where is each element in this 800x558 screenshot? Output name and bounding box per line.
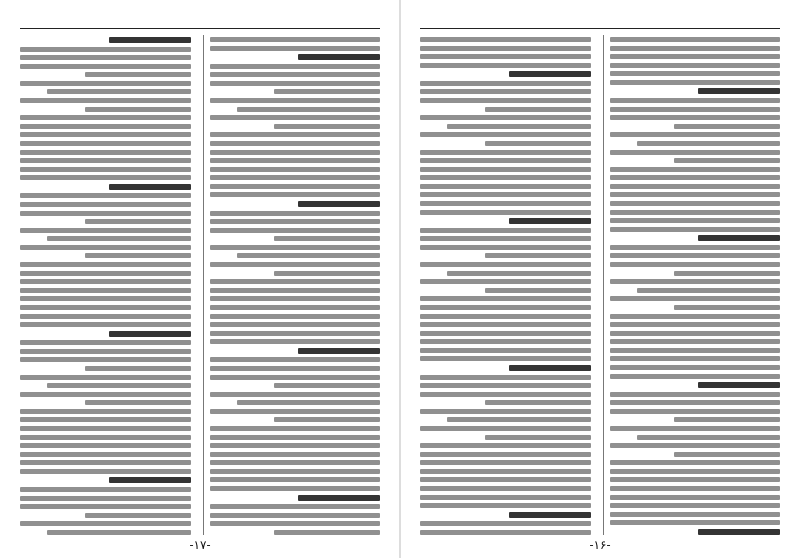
text-line-placeholder — [210, 132, 381, 137]
text-line-placeholder — [420, 262, 591, 267]
text-line-placeholder — [420, 392, 591, 397]
text-line-placeholder — [698, 529, 780, 535]
text-line-placeholder — [674, 271, 780, 276]
text-line-placeholder — [610, 279, 781, 284]
text-line-placeholder — [420, 228, 591, 233]
text-line-placeholder — [485, 253, 591, 258]
text-line-placeholder — [210, 98, 381, 103]
text-line-placeholder — [210, 375, 381, 380]
text-line-placeholder — [298, 495, 380, 501]
text-line-placeholder — [610, 392, 781, 397]
text-line-placeholder — [20, 305, 191, 310]
text-line-placeholder — [298, 54, 380, 60]
text-line-placeholder — [674, 158, 780, 163]
text-line-placeholder — [610, 503, 781, 508]
text-line-placeholder — [485, 141, 591, 146]
text-line-placeholder — [610, 201, 781, 206]
text-line-placeholder — [20, 357, 191, 362]
text-line-placeholder — [610, 227, 781, 232]
right-page — [400, 0, 800, 558]
text-line-placeholder — [210, 150, 381, 155]
text-line-placeholder — [610, 331, 781, 336]
text-line-placeholder — [420, 348, 591, 353]
text-line-placeholder — [420, 192, 591, 197]
text-line-placeholder — [210, 64, 381, 69]
text-line-placeholder — [210, 158, 381, 163]
text-line-placeholder — [420, 375, 591, 380]
text-line-placeholder — [237, 400, 380, 405]
text-line-placeholder — [420, 409, 591, 414]
text-line-placeholder — [237, 253, 380, 258]
text-line-placeholder — [237, 107, 380, 112]
text-line-placeholder — [210, 331, 381, 336]
text-line-placeholder — [109, 184, 191, 190]
text-line-placeholder — [420, 167, 591, 172]
text-line-placeholder — [20, 460, 191, 465]
text-line-placeholder — [210, 219, 381, 224]
text-line-placeholder — [420, 383, 591, 388]
text-line-placeholder — [20, 496, 191, 501]
text-line-placeholder — [610, 365, 781, 370]
text-line-placeholder — [210, 184, 381, 189]
text-line-placeholder — [420, 37, 591, 42]
text-line-placeholder — [420, 495, 591, 500]
text-line-placeholder — [420, 486, 591, 491]
text-line-placeholder — [485, 400, 591, 405]
text-line-placeholder — [20, 228, 191, 233]
text-line-placeholder — [20, 340, 191, 345]
text-line-placeholder — [210, 167, 381, 172]
text-line-placeholder — [610, 520, 781, 525]
text-line-placeholder — [20, 64, 191, 69]
text-line-placeholder — [420, 279, 591, 284]
text-line-placeholder — [210, 211, 381, 216]
text-line-placeholder — [674, 417, 780, 422]
text-line-placeholder — [274, 383, 380, 388]
text-line-placeholder — [20, 296, 191, 301]
text-line-placeholder — [420, 460, 591, 465]
text-line-placeholder — [210, 521, 381, 526]
text-line-placeholder — [420, 54, 591, 59]
text-line-placeholder — [420, 210, 591, 215]
text-line-placeholder — [420, 339, 591, 344]
text-line-placeholder — [210, 443, 381, 448]
text-line-placeholder — [420, 314, 591, 319]
text-line-placeholder — [420, 331, 591, 336]
text-line-placeholder — [210, 192, 381, 197]
text-line-placeholder — [485, 435, 591, 440]
text-line-placeholder — [20, 132, 191, 137]
right-page-running-header — [420, 10, 780, 29]
text-line-placeholder — [210, 37, 381, 42]
text-line-placeholder — [210, 72, 381, 77]
text-line-placeholder — [447, 417, 590, 422]
text-line-placeholder — [420, 452, 591, 457]
text-line-placeholder — [698, 235, 780, 241]
text-line-placeholder — [85, 72, 191, 77]
text-line-placeholder — [210, 296, 381, 301]
text-line-placeholder — [210, 392, 381, 397]
text-line-placeholder — [20, 193, 191, 198]
text-line-placeholder — [109, 331, 191, 337]
text-line-placeholder — [420, 503, 591, 508]
text-line-placeholder — [20, 417, 191, 422]
text-line-placeholder — [20, 141, 191, 146]
text-line-placeholder — [20, 288, 191, 293]
text-line-placeholder — [610, 426, 781, 431]
text-line-placeholder — [420, 443, 591, 448]
text-line-placeholder — [420, 477, 591, 482]
text-line-placeholder — [420, 132, 591, 137]
text-line-placeholder — [610, 210, 781, 215]
text-line-placeholder — [20, 55, 191, 60]
right-page-columns — [420, 35, 780, 535]
text-line-placeholder — [20, 443, 191, 448]
text-line-placeholder — [610, 314, 781, 319]
text-line-placeholder — [610, 71, 781, 76]
text-line-placeholder — [210, 115, 381, 120]
text-line-placeholder — [20, 124, 191, 129]
text-line-placeholder — [274, 124, 380, 129]
text-line-placeholder — [509, 71, 591, 77]
text-line-placeholder — [20, 279, 191, 284]
text-line-placeholder — [20, 202, 191, 207]
text-line-placeholder — [610, 262, 781, 267]
text-line-placeholder — [610, 107, 781, 112]
text-line-placeholder — [610, 443, 781, 448]
text-line-placeholder — [20, 167, 191, 172]
text-line-placeholder — [610, 400, 781, 405]
left-page-number: -۱۷- — [189, 538, 211, 552]
text-line-placeholder — [610, 218, 781, 223]
text-line-placeholder — [20, 426, 191, 431]
left-page-column-right — [203, 35, 381, 535]
text-line-placeholder — [210, 504, 381, 509]
text-line-placeholder — [210, 245, 381, 250]
text-line-placeholder — [420, 322, 591, 327]
text-line-placeholder — [20, 409, 191, 414]
book-gutter — [399, 0, 401, 558]
text-line-placeholder — [674, 305, 780, 310]
text-line-placeholder — [20, 158, 191, 163]
left-page-columns — [20, 35, 380, 535]
text-line-placeholder — [85, 253, 191, 258]
right-page-number: -۱۶- — [589, 538, 611, 552]
text-line-placeholder — [485, 288, 591, 293]
text-line-placeholder — [610, 409, 781, 414]
text-line-placeholder — [210, 262, 381, 267]
text-line-placeholder — [20, 521, 191, 526]
text-line-placeholder — [509, 218, 591, 224]
text-line-placeholder — [610, 374, 781, 379]
text-line-placeholder — [420, 158, 591, 163]
text-line-placeholder — [674, 124, 780, 129]
text-line-placeholder — [420, 426, 591, 431]
text-line-placeholder — [20, 245, 191, 250]
text-line-placeholder — [20, 98, 191, 103]
text-line-placeholder — [210, 46, 381, 51]
text-line-placeholder — [85, 513, 191, 518]
text-line-placeholder — [420, 201, 591, 206]
text-line-placeholder — [420, 175, 591, 180]
text-line-placeholder — [210, 81, 381, 86]
text-line-placeholder — [109, 37, 191, 43]
text-line-placeholder — [610, 512, 781, 517]
text-line-placeholder — [298, 348, 380, 354]
text-line-placeholder — [47, 530, 190, 535]
text-line-placeholder — [420, 150, 591, 155]
text-line-placeholder — [85, 219, 191, 224]
text-line-placeholder — [610, 495, 781, 500]
text-line-placeholder — [509, 512, 591, 518]
text-line-placeholder — [610, 253, 781, 258]
text-line-placeholder — [610, 115, 781, 120]
text-line-placeholder — [210, 279, 381, 284]
text-line-placeholder — [610, 184, 781, 189]
text-line-placeholder — [420, 46, 591, 51]
text-line-placeholder — [274, 530, 380, 535]
text-line-placeholder — [698, 382, 780, 388]
text-line-placeholder — [610, 37, 781, 42]
text-line-placeholder — [674, 452, 780, 457]
text-line-placeholder — [210, 477, 381, 482]
text-line-placeholder — [610, 486, 781, 491]
text-line-placeholder — [20, 314, 191, 319]
text-line-placeholder — [420, 81, 591, 86]
text-line-placeholder — [47, 236, 190, 241]
text-line-placeholder — [20, 452, 191, 457]
text-line-placeholder — [85, 366, 191, 371]
text-line-placeholder — [20, 81, 191, 86]
text-line-placeholder — [447, 271, 590, 276]
text-line-placeholder — [210, 513, 381, 518]
text-line-placeholder — [20, 504, 191, 509]
text-line-placeholder — [20, 469, 191, 474]
text-line-placeholder — [210, 141, 381, 146]
text-line-placeholder — [210, 175, 381, 180]
text-line-placeholder — [698, 88, 780, 94]
text-line-placeholder — [420, 115, 591, 120]
text-line-placeholder — [420, 469, 591, 474]
text-line-placeholder — [420, 236, 591, 241]
text-line-placeholder — [610, 63, 781, 68]
text-line-placeholder — [610, 150, 781, 155]
text-line-placeholder — [210, 305, 381, 310]
text-line-placeholder — [610, 167, 781, 172]
text-line-placeholder — [20, 322, 191, 327]
text-line-placeholder — [210, 339, 381, 344]
text-line-placeholder — [420, 89, 591, 94]
text-line-placeholder — [20, 47, 191, 52]
text-line-placeholder — [85, 107, 191, 112]
text-line-placeholder — [274, 89, 380, 94]
text-line-placeholder — [610, 348, 781, 353]
text-line-placeholder — [210, 460, 381, 465]
text-line-placeholder — [47, 89, 190, 94]
text-line-placeholder — [210, 288, 381, 293]
text-line-placeholder — [610, 80, 781, 85]
text-line-placeholder — [509, 365, 591, 371]
text-line-placeholder — [20, 435, 191, 440]
text-line-placeholder — [610, 469, 781, 474]
right-page-column-right — [603, 35, 781, 535]
text-line-placeholder — [610, 356, 781, 361]
text-line-placeholder — [420, 245, 591, 250]
text-line-placeholder — [20, 211, 191, 216]
text-line-placeholder — [210, 409, 381, 414]
text-line-placeholder — [210, 366, 381, 371]
text-line-placeholder — [109, 477, 191, 483]
text-line-placeholder — [610, 98, 781, 103]
text-line-placeholder — [610, 296, 781, 301]
text-line-placeholder — [637, 288, 780, 293]
text-line-placeholder — [420, 184, 591, 189]
text-line-placeholder — [20, 262, 191, 267]
text-line-placeholder — [20, 271, 191, 276]
text-line-placeholder — [420, 305, 591, 310]
text-line-placeholder — [210, 426, 381, 431]
text-line-placeholder — [210, 486, 381, 491]
text-line-placeholder — [20, 115, 191, 120]
text-line-placeholder — [20, 375, 191, 380]
text-line-placeholder — [274, 271, 380, 276]
text-line-placeholder — [210, 435, 381, 440]
text-line-placeholder — [610, 339, 781, 344]
text-line-placeholder — [47, 383, 190, 388]
text-line-placeholder — [610, 132, 781, 137]
text-line-placeholder — [610, 46, 781, 51]
text-line-placeholder — [85, 400, 191, 405]
text-line-placeholder — [637, 141, 780, 146]
text-line-placeholder — [420, 356, 591, 361]
text-line-placeholder — [20, 487, 191, 492]
left-page-column-left — [20, 35, 191, 535]
text-line-placeholder — [420, 63, 591, 68]
text-line-placeholder — [420, 98, 591, 103]
text-line-placeholder — [210, 469, 381, 474]
text-line-placeholder — [20, 392, 191, 397]
text-line-placeholder — [20, 175, 191, 180]
text-line-placeholder — [420, 521, 591, 526]
text-line-placeholder — [420, 530, 591, 535]
text-line-placeholder — [210, 322, 381, 327]
text-line-placeholder — [20, 150, 191, 155]
text-line-placeholder — [447, 124, 590, 129]
text-line-placeholder — [610, 192, 781, 197]
text-line-placeholder — [210, 452, 381, 457]
text-line-placeholder — [485, 107, 591, 112]
text-line-placeholder — [20, 349, 191, 354]
left-page-running-header — [20, 10, 380, 29]
text-line-placeholder — [210, 228, 381, 233]
text-line-placeholder — [420, 296, 591, 301]
text-line-placeholder — [274, 236, 380, 241]
text-line-placeholder — [210, 314, 381, 319]
text-line-placeholder — [274, 417, 380, 422]
right-page-column-left — [420, 35, 591, 535]
text-line-placeholder — [610, 175, 781, 180]
text-line-placeholder — [610, 245, 781, 250]
text-line-placeholder — [610, 322, 781, 327]
text-line-placeholder — [210, 357, 381, 362]
text-line-placeholder — [610, 54, 781, 59]
text-line-placeholder — [610, 477, 781, 482]
text-line-placeholder — [298, 201, 380, 207]
text-line-placeholder — [610, 460, 781, 465]
text-line-placeholder — [637, 435, 780, 440]
